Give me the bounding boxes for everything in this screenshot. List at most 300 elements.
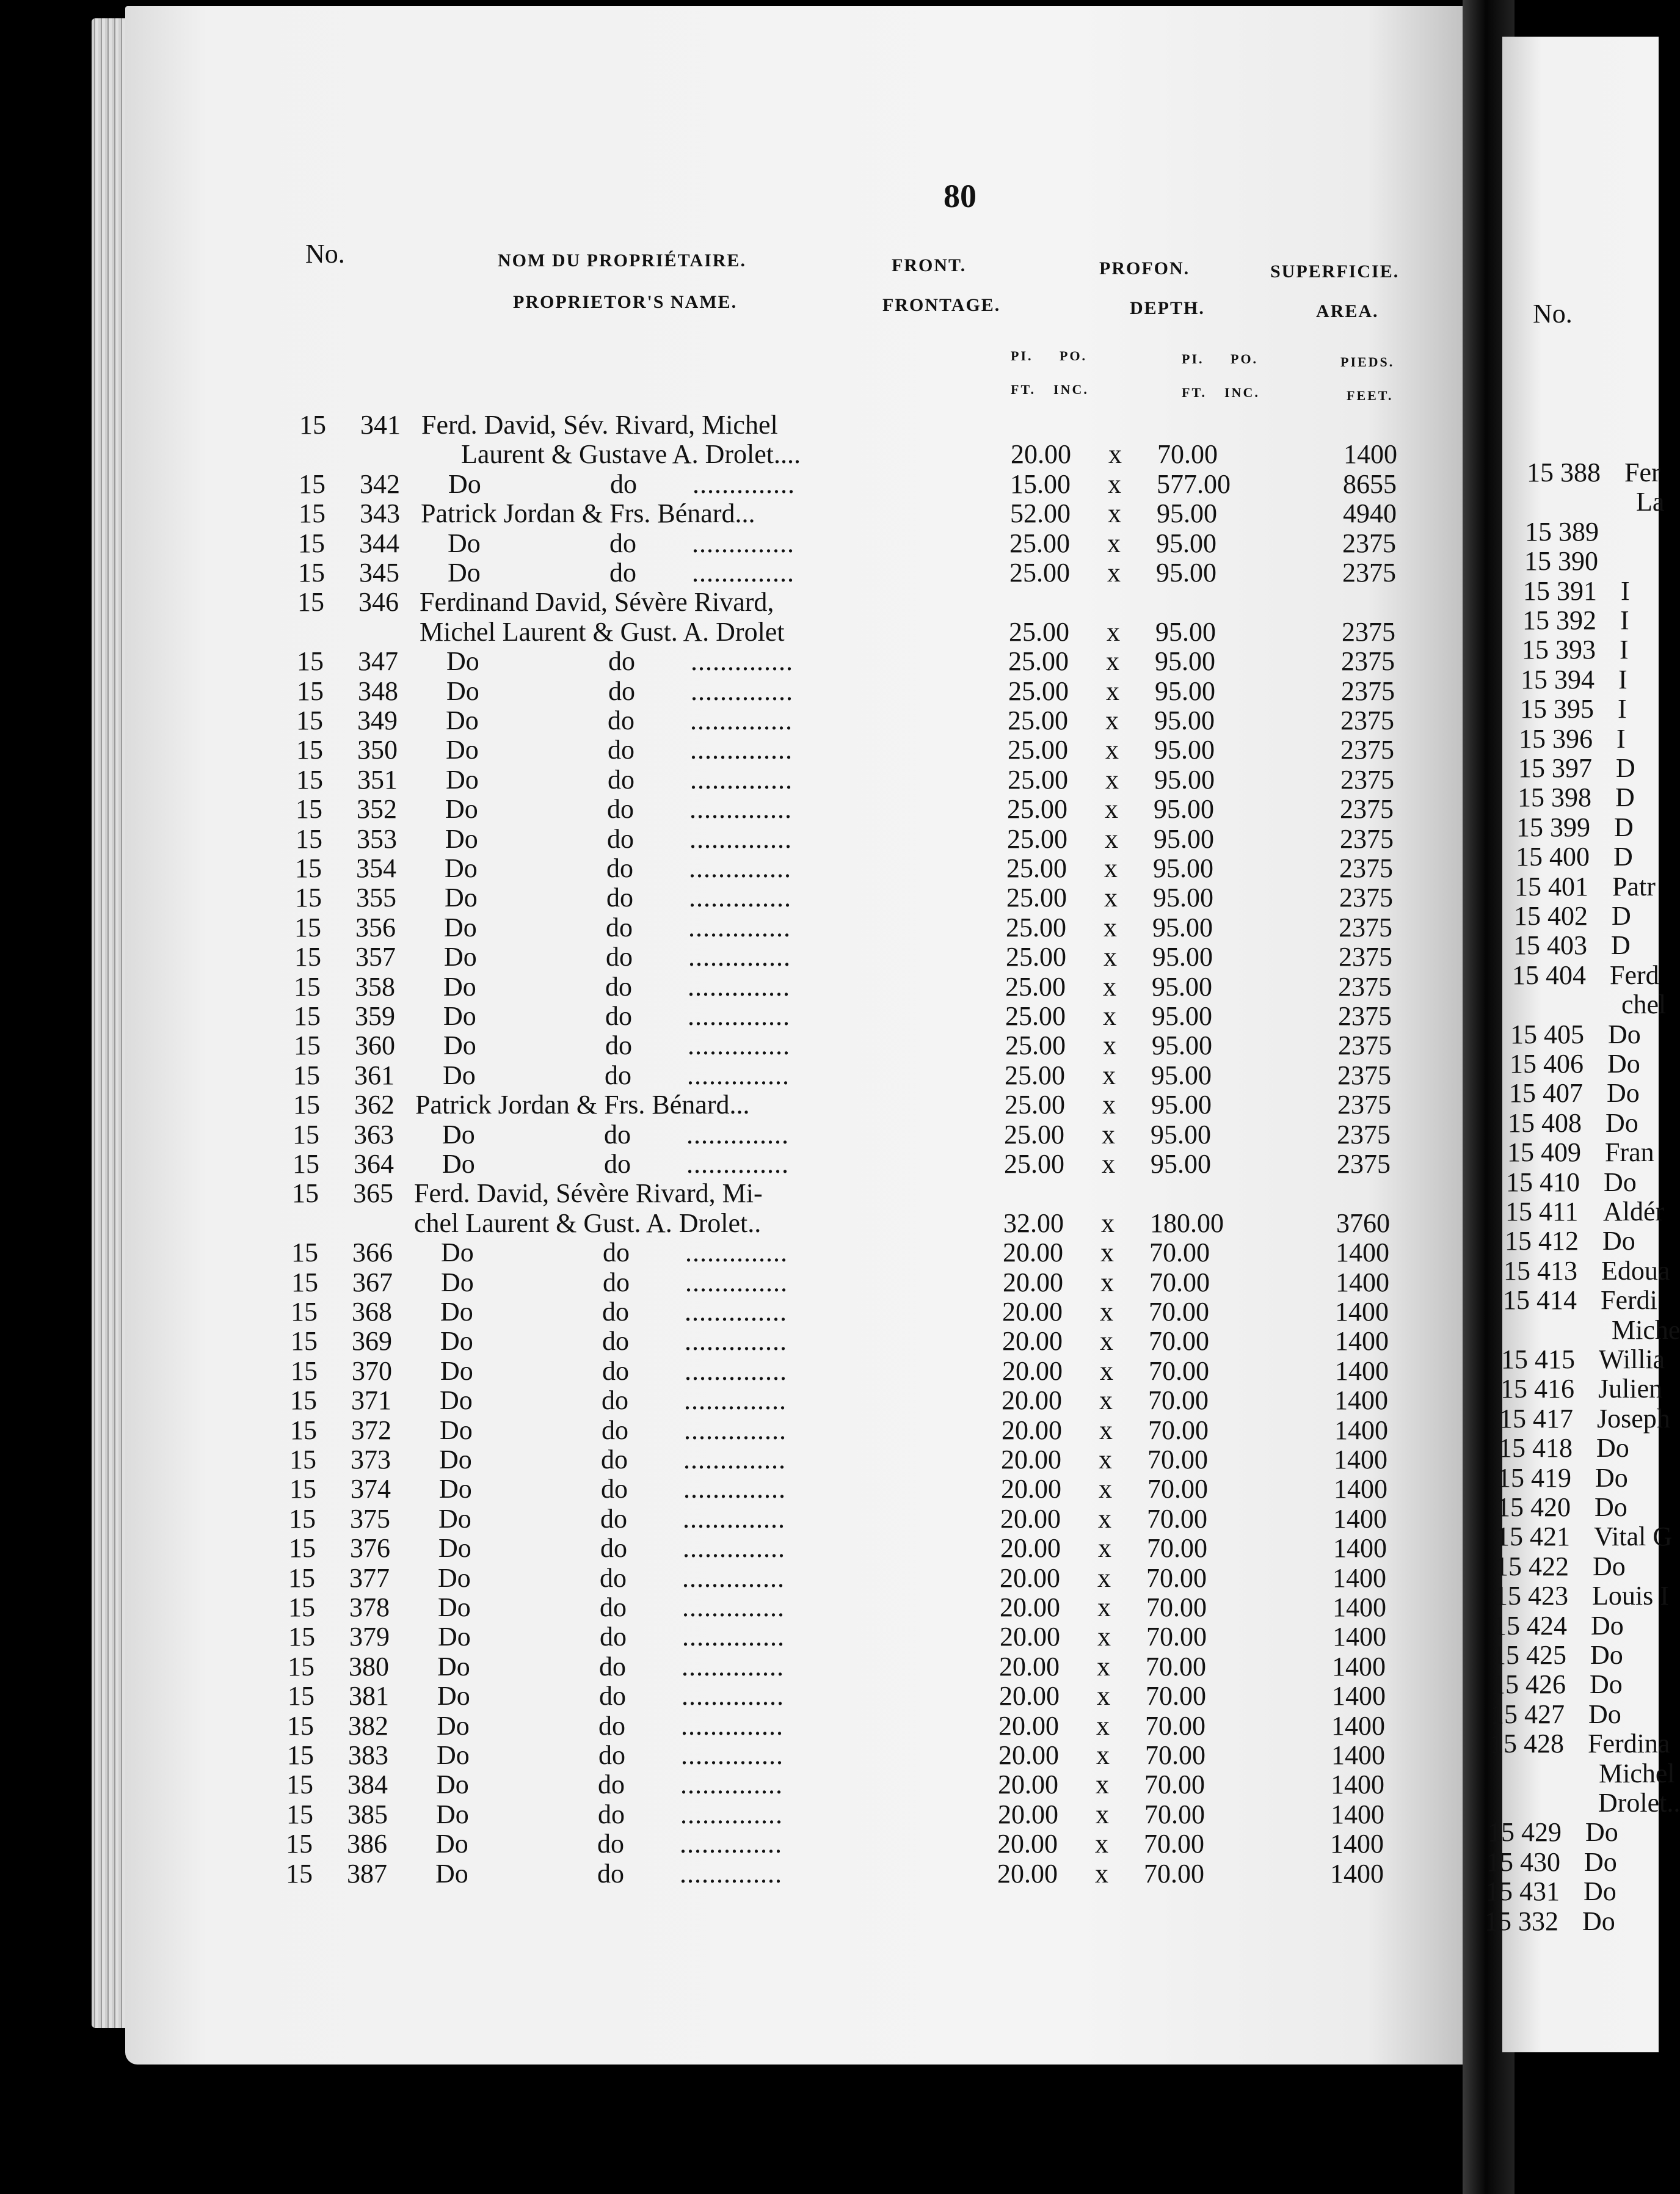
facing-lot-number: 15 413	[1504, 1255, 1577, 1286]
dot-leader: ..............	[689, 853, 791, 883]
facing-lot-number: 15 427	[1491, 1699, 1565, 1729]
ditto-mark: Do	[444, 942, 477, 972]
area-value: 2375	[1339, 942, 1392, 972]
ditto-mark: Do	[445, 853, 478, 883]
facing-lot-number: 15 405	[1510, 1019, 1584, 1049]
frontage-value: 20.00	[999, 1651, 1060, 1682]
area-value: 2375	[1337, 1060, 1391, 1090]
facing-name-fragment: D	[1611, 930, 1631, 961]
ditto-mark-sub: do	[599, 1651, 626, 1682]
ditto-mark-sub: do	[608, 735, 635, 765]
frontage-value: 15.00	[1010, 468, 1071, 499]
depth-value: 95.00	[1154, 735, 1215, 765]
lot-prefix: 15	[289, 1445, 316, 1474]
depth-value: 95.00	[1152, 1001, 1212, 1031]
dot-leader: ..............	[692, 558, 795, 588]
ditto-mark-sub: do	[602, 1326, 629, 1357]
table-row	[0, 1593, 1659, 1622]
area-value: 1400	[1336, 1237, 1389, 1268]
lot-number: 368	[352, 1297, 392, 1327]
facing-name-fragment: La	[1636, 487, 1665, 517]
lot-prefix: 15	[297, 676, 324, 706]
facing-lot-number: 15 408	[1508, 1107, 1582, 1138]
lot-prefix: 15	[290, 1415, 317, 1445]
times-sign: x	[1098, 1503, 1111, 1534]
depth-value: 70.00	[1149, 1267, 1210, 1297]
table-row	[0, 647, 1659, 676]
lot-prefix: 15	[288, 1651, 315, 1682]
table-row	[0, 677, 1659, 706]
ditto-mark: Do	[440, 1385, 473, 1416]
frontage-value: 20.00	[1002, 1385, 1062, 1416]
lot-prefix: 15	[294, 942, 321, 972]
area-value: 1400	[1330, 1858, 1384, 1889]
lot-prefix: 15	[296, 705, 323, 735]
depth-value: 95.00	[1151, 1149, 1211, 1179]
ditto-mark-sub: do	[598, 1769, 625, 1800]
table-row	[0, 942, 1659, 972]
times-sign: x	[1105, 764, 1119, 795]
lot-prefix: 15	[293, 1090, 320, 1120]
depth-value: 70.00	[1144, 1769, 1205, 1800]
facing-name-fragment: D	[1613, 842, 1633, 872]
facing-lot-number: 15 390	[1524, 546, 1598, 577]
facing-page	[1485, 37, 1680, 2052]
area-value: 2375	[1338, 1001, 1392, 1031]
dot-leader: ..............	[689, 883, 791, 913]
depth-value: 95.00	[1154, 705, 1215, 735]
proprietor-name: Ferd. David, Sévère Rivard, Mi-	[414, 1178, 763, 1209]
lot-prefix: 15	[288, 1592, 315, 1622]
ditto-mark: Do	[446, 646, 479, 677]
depth-value: 70.00	[1144, 1858, 1204, 1889]
ditto-mark: Do	[444, 912, 477, 942]
facing-name-fragment: I	[1620, 635, 1629, 665]
table-row	[0, 1859, 1659, 1889]
dot-leader: ..............	[686, 1149, 789, 1179]
frontage-value: 25.00	[1007, 794, 1067, 825]
dot-leader: ..............	[682, 1681, 784, 1711]
depth-value: 70.00	[1147, 1445, 1208, 1474]
depth-value: 70.00	[1149, 1237, 1210, 1268]
dot-leader: ..............	[682, 1651, 784, 1682]
header-front-fr: FRONT.	[892, 255, 967, 275]
lot-number: 370	[352, 1355, 392, 1386]
dot-leader: ..............	[688, 912, 791, 942]
table-row	[0, 1031, 1659, 1060]
ditto-mark: Do	[445, 823, 478, 854]
ditto-mark: Do	[440, 1297, 473, 1327]
lot-number: 386	[347, 1829, 387, 1859]
dot-leader: ..............	[685, 1297, 787, 1327]
frontage-value: 25.00	[1007, 823, 1067, 854]
depth-value: 95.00	[1154, 764, 1215, 795]
table-row	[0, 1711, 1659, 1741]
dot-leader: ..............	[683, 1533, 785, 1564]
times-sign: x	[1095, 1829, 1108, 1859]
table-row	[0, 1474, 1659, 1504]
lot-prefix: 15	[286, 1799, 313, 1829]
depth-value: 95.00	[1152, 1030, 1212, 1061]
table-row	[0, 883, 1659, 913]
facing-lot-number: 15 397	[1518, 753, 1592, 783]
ditto-mark-sub: do	[600, 1533, 627, 1564]
facing-lot-number: 15 411	[1505, 1197, 1579, 1226]
dot-leader: ..............	[681, 1740, 784, 1770]
depth-value: 70.00	[1146, 1592, 1207, 1622]
table-row	[0, 1829, 1659, 1859]
frontage-value: 25.00	[1005, 1060, 1065, 1090]
facing-lot-number: 15 415	[1501, 1344, 1575, 1374]
area-value: 2375	[1337, 1149, 1391, 1179]
header-area-en: AREA.	[1316, 301, 1379, 321]
lot-prefix: 15	[296, 764, 323, 795]
facing-lot-number: 15 423	[1494, 1581, 1568, 1611]
lot-prefix: 15	[289, 1474, 316, 1504]
lot-prefix: 15	[288, 1622, 315, 1652]
lot-number: 374	[351, 1474, 391, 1504]
dot-leader: ..............	[684, 1415, 787, 1445]
frontage-value: 25.00	[1008, 735, 1068, 765]
ditto-mark: Do	[442, 1149, 475, 1179]
lot-prefix: 15	[291, 1355, 318, 1386]
frontage-value: 20.00	[1001, 1474, 1061, 1504]
lot-prefix: 15	[286, 1829, 313, 1859]
times-sign: x	[1104, 853, 1118, 883]
lot-prefix: 15	[295, 883, 322, 913]
ditto-mark: Do	[441, 1237, 474, 1268]
facing-name-fragment: Do	[1584, 1876, 1616, 1907]
facing-name-fragment: Ferdi	[1601, 1285, 1657, 1316]
lot-number: 380	[349, 1651, 389, 1682]
ditto-mark: Do	[446, 735, 479, 765]
facing-lot-number: 15 428	[1490, 1729, 1564, 1759]
dot-leader: ..............	[685, 1267, 788, 1297]
facing-lot-number: 15 407	[1509, 1078, 1583, 1109]
proprietor-name: chel Laurent & Gust. A. Drolet..	[414, 1208, 762, 1238]
lot-prefix: 15	[291, 1237, 318, 1268]
header-area-fr: SUPERFICIE.	[1270, 261, 1400, 282]
lot-number: 352	[357, 794, 397, 825]
frontage-value: 20.00	[997, 1858, 1058, 1889]
table-row	[0, 825, 1659, 854]
area-value: 1400	[1331, 1799, 1384, 1829]
frontage-value: 20.00	[1003, 1267, 1063, 1297]
table-row	[0, 913, 1659, 942]
header-depth-fr: PROFON.	[1099, 258, 1190, 279]
depth-value: 95.00	[1156, 558, 1216, 588]
table-row	[0, 972, 1659, 1002]
area-value: 2375	[1342, 558, 1396, 588]
header-name-fr: NOM DU PROPRIÉTAIRE.	[498, 250, 746, 271]
table-row	[0, 1652, 1659, 1682]
table-row	[0, 440, 1659, 469]
ditto-mark-sub: do	[603, 1267, 630, 1297]
facing-lot-number: 15 388	[1527, 457, 1601, 487]
facing-name-fragment: Edoua	[1601, 1255, 1670, 1286]
table-row	[0, 1534, 1659, 1563]
depth-value: 95.00	[1151, 1119, 1211, 1150]
ditto-mark-sub: do	[597, 1829, 624, 1859]
dot-leader: ..............	[692, 528, 795, 558]
dot-leader: ..............	[680, 1858, 782, 1889]
facing-name-fragment: Vital G	[1594, 1522, 1673, 1552]
ditto-mark-sub: do	[607, 823, 634, 854]
table-row	[0, 529, 1659, 558]
facing-lot-number: 15 414	[1503, 1285, 1577, 1316]
ditto-mark-sub: do	[598, 1740, 625, 1770]
frontage-value: 20.00	[1001, 1445, 1061, 1474]
lot-prefix: 15	[289, 1503, 316, 1534]
depth-value: 70.00	[1144, 1829, 1204, 1859]
ditto-mark-sub: do	[602, 1385, 628, 1416]
frontage-value: 20.00	[1002, 1297, 1063, 1327]
lot-prefix: 15	[286, 1858, 313, 1889]
dot-leader: ..............	[682, 1622, 785, 1652]
area-value: 1400	[1336, 1267, 1389, 1297]
lot-prefix: 15	[289, 1533, 316, 1564]
facing-name-fragment: Michel	[1599, 1758, 1675, 1788]
lot-number: 363	[354, 1119, 394, 1150]
facing-name-fragment: Do	[1608, 1019, 1641, 1049]
times-sign: x	[1100, 1297, 1113, 1327]
ditto-mark: Do	[443, 1060, 476, 1090]
lot-prefix: 15	[299, 498, 325, 529]
header-po-depth: PO.	[1231, 351, 1259, 366]
area-value: 2375	[1340, 735, 1394, 765]
frontage-value: 20.00	[1000, 1562, 1060, 1593]
ditto-mark-sub: do	[600, 1562, 627, 1593]
lot-number: 358	[355, 971, 395, 1002]
ditto-mark-sub: do	[608, 646, 635, 677]
table-row	[0, 1445, 1659, 1474]
lot-prefix: 15	[297, 646, 324, 677]
times-sign: x	[1097, 1562, 1111, 1593]
table-row	[0, 1564, 1659, 1593]
depth-value: 70.00	[1146, 1562, 1207, 1593]
facing-name-fragment: Joseph	[1597, 1403, 1670, 1434]
times-sign: x	[1099, 1445, 1112, 1474]
times-sign: x	[1097, 1651, 1110, 1682]
lot-prefix: 15	[296, 823, 322, 854]
header-name-en: PROPRIETOR'S NAME.	[513, 292, 738, 312]
lot-number: 351	[357, 764, 398, 795]
area-value: 1400	[1331, 1769, 1384, 1800]
times-sign: x	[1099, 1474, 1112, 1504]
dot-leader: ..............	[680, 1799, 783, 1829]
ditto-mark: Do	[442, 1119, 475, 1150]
times-sign: x	[1100, 1355, 1113, 1386]
facing-header-no: No.	[1533, 299, 1573, 329]
table-row	[0, 1150, 1659, 1179]
facing-lot-number: 15 394	[1521, 664, 1595, 694]
table-row	[0, 1741, 1659, 1770]
ditto-mark: Do	[439, 1474, 472, 1504]
lot-prefix: 15	[293, 1060, 320, 1090]
facing-lot-number: 15 392	[1522, 605, 1596, 635]
table-row	[0, 1357, 1659, 1386]
dot-leader: ..............	[685, 1326, 787, 1357]
facing-name-fragment: Do	[1607, 1078, 1640, 1109]
facing-lot-number: 15 389	[1525, 516, 1599, 547]
dot-leader: ..............	[683, 1503, 785, 1534]
frontage-value: 20.00	[997, 1829, 1058, 1859]
ditto-mark: Do	[443, 1001, 476, 1031]
ditto-mark-sub: do	[599, 1681, 626, 1711]
depth-value: 70.00	[1146, 1651, 1206, 1682]
facing-name-fragment: Do	[1584, 1846, 1617, 1877]
lot-number: 361	[354, 1060, 395, 1090]
table-row	[0, 1297, 1659, 1327]
depth-value: 70.00	[1147, 1474, 1208, 1504]
times-sign: x	[1103, 1030, 1116, 1061]
depth-value: 95.00	[1153, 853, 1213, 883]
frontage-value: 20.00	[998, 1769, 1058, 1800]
lot-prefix: 15	[292, 1178, 319, 1209]
facing-name-fragment: Miche	[1612, 1314, 1680, 1345]
lot-number: 365	[353, 1178, 393, 1209]
depth-value: 95.00	[1152, 971, 1212, 1002]
facing-name-fragment: Patr	[1612, 871, 1656, 902]
frontage-value: 25.00	[1008, 705, 1068, 735]
depth-value: 70.00	[1146, 1622, 1207, 1652]
depth-value: 95.00	[1156, 528, 1216, 558]
facing-lot-number: 15 395	[1520, 694, 1594, 724]
depth-value: 70.00	[1147, 1533, 1207, 1564]
frontage-value: 25.00	[1009, 558, 1070, 588]
area-value: 2375	[1340, 823, 1394, 854]
lot-number: 347	[358, 646, 398, 677]
lot-prefix: 15	[287, 1710, 314, 1741]
frontage-value: 25.00	[1008, 646, 1069, 677]
proprietor-name: Ferdinand David, Sévère Rivard,	[420, 587, 774, 618]
depth-value: 95.00	[1151, 1090, 1212, 1120]
facing-lot-number: 15 421	[1496, 1522, 1570, 1552]
lot-prefix: 15	[293, 1119, 319, 1150]
ditto-mark-sub: do	[600, 1503, 627, 1534]
lot-prefix: 15	[296, 735, 323, 765]
dot-leader: ..............	[691, 676, 793, 706]
table-row	[0, 470, 1659, 499]
times-sign: x	[1103, 1001, 1116, 1031]
facing-lot-number: 15 406	[1510, 1049, 1584, 1079]
proprietor-name: Ferd. David, Sév. Rivard, Michel	[421, 410, 778, 440]
depth-value: 70.00	[1149, 1326, 1209, 1357]
dot-leader: ..............	[691, 646, 793, 677]
proprietor-name: Patrick Jordan & Frs. Bénard...	[421, 498, 755, 529]
area-value: 1400	[1335, 1297, 1389, 1327]
area-value: 2375	[1342, 528, 1396, 558]
header-front-en: FRONTAGE.	[882, 295, 1001, 315]
facing-name-fragment: Willia	[1599, 1344, 1665, 1374]
ditto-mark-sub: do	[597, 1858, 624, 1889]
table-row	[0, 1179, 1659, 1208]
ditto-mark: Do	[446, 676, 479, 706]
table-row	[0, 1061, 1659, 1090]
times-sign: x	[1102, 1090, 1116, 1120]
table-row	[0, 1386, 1659, 1415]
depth-value: 70.00	[1149, 1297, 1209, 1327]
area-value: 4940	[1343, 498, 1397, 529]
frontage-value: 25.00	[1006, 853, 1067, 883]
table-row	[0, 499, 1659, 528]
facing-name-fragment: Fer	[1624, 457, 1660, 487]
ditto-mark-sub: do	[606, 883, 633, 913]
facing-lot-number: 15 419	[1497, 1462, 1571, 1493]
times-sign: x	[1102, 1149, 1115, 1179]
facing-name-fragment: Ferdina	[1588, 1729, 1670, 1759]
header-inc: INC.	[1053, 382, 1089, 397]
facing-name-fragment: Louis I	[1592, 1581, 1669, 1611]
dot-leader: ..............	[693, 468, 795, 499]
ditto-mark-sub: do	[600, 1592, 627, 1622]
lot-prefix: 15	[294, 1030, 321, 1061]
dot-leader: ..............	[683, 1474, 786, 1504]
facing-lot-number: 15 420	[1497, 1492, 1571, 1522]
times-sign: x	[1107, 528, 1121, 558]
area-value: 1400	[1334, 1474, 1387, 1504]
depth-value: 70.00	[1147, 1503, 1207, 1534]
area-value: 1400	[1335, 1355, 1389, 1386]
times-sign: x	[1108, 468, 1121, 499]
frontage-value: 32.00	[1003, 1208, 1064, 1238]
header-inc-depth: INC.	[1224, 385, 1260, 400]
frontage-value: 20.00	[1003, 1237, 1063, 1268]
ditto-mark: Do	[439, 1445, 472, 1474]
lot-number: 385	[347, 1799, 388, 1829]
facing-name-fragment: D	[1616, 753, 1635, 783]
times-sign: x	[1107, 616, 1120, 647]
dot-leader: ..............	[690, 735, 793, 765]
times-sign: x	[1104, 912, 1117, 942]
dot-leader: ..............	[688, 942, 791, 972]
facing-name-fragment: Do	[1595, 1462, 1628, 1493]
ditto-mark: Do	[435, 1858, 468, 1889]
lot-prefix: 15	[297, 587, 324, 618]
depth-value: 70.00	[1148, 1385, 1209, 1416]
lot-prefix: 15	[299, 468, 325, 499]
ditto-mark-sub: do	[608, 676, 635, 706]
facing-name-fragment: chel	[1621, 989, 1667, 1020]
header-pi: PI.	[1011, 348, 1033, 363]
dot-leader: ..............	[690, 705, 793, 735]
frontage-value: 20.00	[1011, 439, 1071, 470]
lot-number: 362	[354, 1090, 395, 1120]
facing-lot-number: 15 429	[1488, 1817, 1562, 1848]
facing-lot-number: 15 409	[1507, 1137, 1581, 1168]
times-sign: x	[1099, 1385, 1113, 1416]
lot-number: 381	[349, 1681, 389, 1711]
times-sign: x	[1108, 439, 1122, 470]
times-sign: x	[1105, 823, 1118, 854]
facing-name-fragment: I	[1618, 664, 1627, 694]
area-value: 1400	[1334, 1445, 1387, 1474]
frontage-value: 20.00	[1002, 1326, 1063, 1357]
table-row	[0, 1770, 1659, 1799]
table-row	[0, 1622, 1659, 1652]
facing-name-fragment: Do	[1590, 1669, 1623, 1700]
depth-value: 95.00	[1152, 942, 1213, 972]
lot-number: 375	[350, 1503, 390, 1534]
table-row	[0, 706, 1659, 735]
depth-value: 95.00	[1157, 498, 1217, 529]
frontage-value: 20.00	[999, 1681, 1060, 1711]
facing-name-fragment: D	[1614, 812, 1634, 842]
ditto-mark: Do	[436, 1799, 469, 1829]
ditto-mark-sub: do	[603, 1237, 630, 1268]
facing-name-fragment: I	[1616, 723, 1626, 754]
lot-prefix: 15	[291, 1297, 318, 1327]
